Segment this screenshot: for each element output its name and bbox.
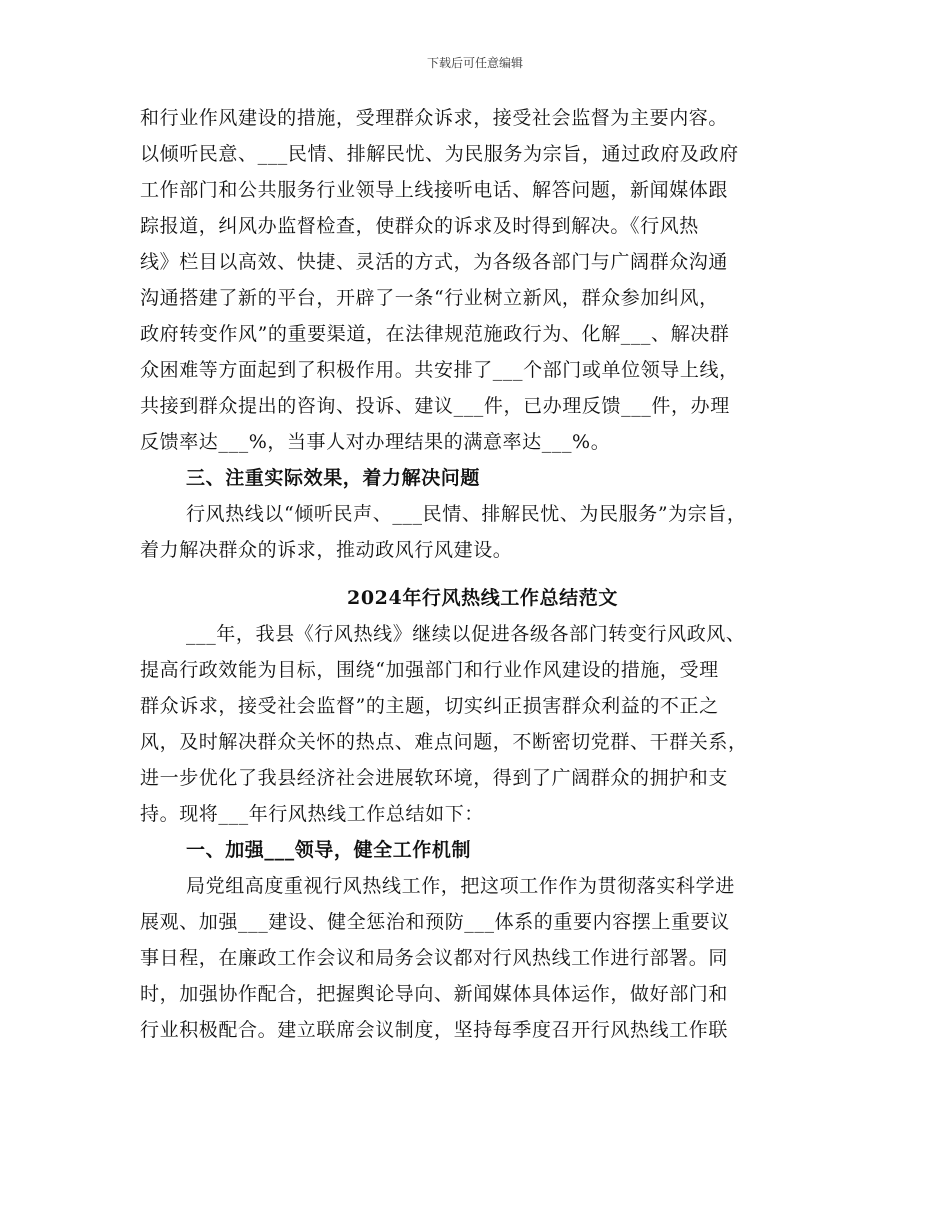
text-line: 以倾听民意、___民情、排解民忧、为民服务为宗旨，通过政府及政府: [140, 143, 739, 165]
document-title: 2024年行风热线工作总结范文: [347, 587, 618, 609]
text-line: 风，及时解决群众关怀的热点、难点问题，不断密切党群、干群关系，: [140, 731, 748, 753]
text-line: 群众诉求，接受社会监督”的主题，切实纠正损害群众利益的不正之: [140, 695, 719, 717]
page-header: 下载后可任意编辑: [426, 56, 523, 70]
text-line: 持。现将___年行风热线工作总结如下：: [140, 803, 484, 825]
text-line: 沟通搭建了新的平台，开辟了一条“行业树立新风，群众参加纠风，: [140, 287, 719, 309]
text-line: 踪报道，纠风办监督检查，使群众的诉求及时得到解决。《行风热: [140, 215, 699, 237]
text-line: 和行业作风建设的措施，受理群众诉求，接受社会监督为主要内容。: [140, 107, 729, 129]
text-line: 着力解决群众的诉求，推动政风行风建设。: [140, 539, 513, 561]
text-line: 事日程，在廉政工作会议和局务会议都对行风热线工作进行部署。同: [140, 947, 729, 969]
text-line: 共接到群众提出的咨询、投诉、建议___件，已办理反馈___件，办理: [140, 395, 730, 417]
text-line: 众困难等方面起到了积极作用。共安排了___个部门或单位领导上线，: [140, 359, 739, 381]
text-line: 行业积极配合。建立联席会议制度，坚持每季度召开行风热线工作联: [140, 1019, 729, 1041]
text-line: 提高行政效能为目标，围绕“加强部门和行业作风建设的措施，受理: [140, 659, 719, 681]
text-line: ___年，我县《行风热线》继续以促进各级各部门转变行风政风、: [186, 623, 746, 645]
text-line: 展观、加强___建设、健全惩治和预防___体系的重要内容摆上重要议: [140, 911, 730, 933]
text-line: 时，加强协作配合，把握舆论导向、新闻媒体具体运作，做好部门和: [140, 983, 729, 1005]
text-line: 政府转变作风”的重要渠道，在法律规范施政行为、化解___、解决群: [140, 323, 730, 345]
section-heading: 一、加强___领导，健全工作机制: [186, 839, 472, 861]
text-line: 行风热线以“倾听民声、___民情、排解民忧、为民服务”为宗旨，: [186, 503, 747, 525]
text-line: 反馈率达___%，当事人对办理结果的满意率达___%。: [140, 431, 611, 453]
section-heading: 三、注重实际效果，着力解决问题: [186, 467, 481, 489]
text-line: 局党组高度重视行风热线工作，把这项工作作为贯彻落实科学进: [186, 875, 735, 897]
text-line: 进一步优化了我县经济社会进展软环境，得到了广阔群众的拥护和支: [140, 767, 729, 789]
text-line: 工作部门和公共服务行业领导上线接听电话、解答问题，新闻媒体跟: [140, 179, 729, 201]
document-body: [140, 100, 825, 1048]
text-line: 线》栏目以高效、快捷、灵活的方式，为各级各部门与广阔群众沟通: [140, 251, 729, 273]
